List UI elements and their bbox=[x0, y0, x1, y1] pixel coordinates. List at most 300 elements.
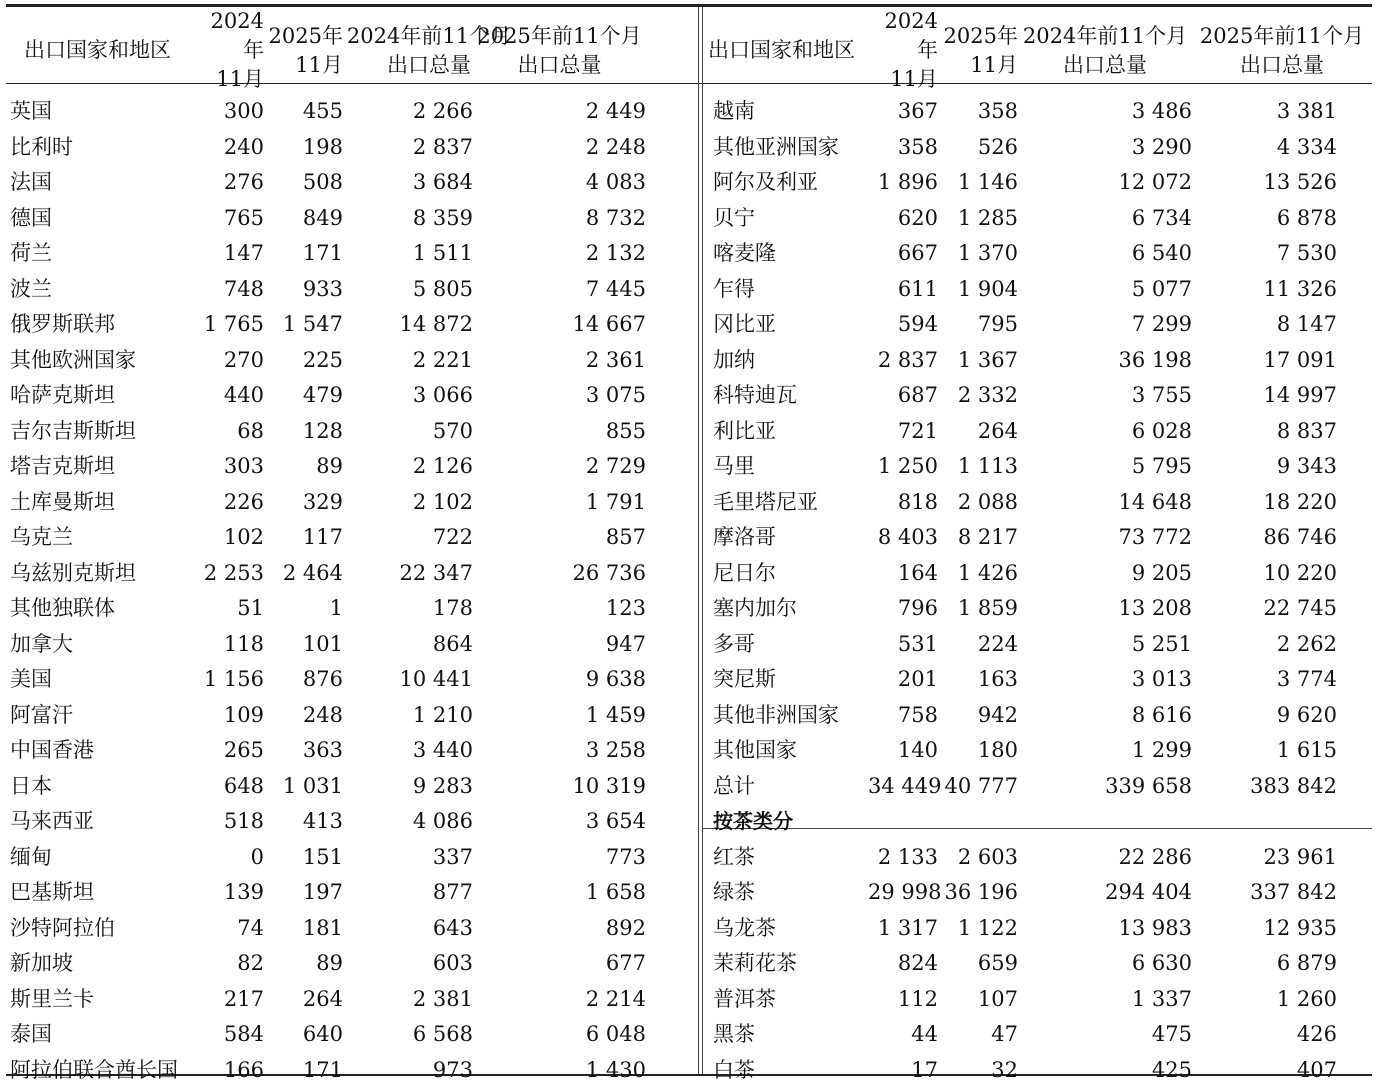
row-spacer bbox=[1337, 1017, 1372, 1053]
cell-2025-nov: 640 bbox=[264, 1017, 343, 1053]
cell-2025-nov: 225 bbox=[264, 343, 343, 379]
cell-2025-11m: 773 bbox=[473, 840, 646, 876]
cell-2024-11m: 36 198 bbox=[1018, 343, 1192, 379]
cell-2024-nov: 1 765 bbox=[198, 307, 264, 343]
cell-2024-nov: 300 bbox=[198, 94, 264, 130]
table-row bbox=[6, 875, 698, 911]
cell-2025-nov: 107 bbox=[938, 982, 1018, 1018]
row-spacer bbox=[1337, 201, 1372, 237]
cell-2024-nov: 29 998 bbox=[868, 875, 938, 911]
right-table-body bbox=[703, 94, 1372, 1088]
cell-2025-nov: 163 bbox=[938, 662, 1018, 698]
cell-2025-nov: 1 113 bbox=[938, 449, 1018, 485]
table-row bbox=[703, 1017, 1372, 1053]
cell-region: 加纳 bbox=[703, 343, 868, 379]
column-divider bbox=[698, 7, 699, 1074]
row-spacer bbox=[1337, 911, 1372, 947]
cell-2024-nov: 240 bbox=[198, 130, 264, 166]
cell-2024-nov: 74 bbox=[198, 911, 264, 947]
cell-2025-11m: 11 326 bbox=[1192, 272, 1337, 308]
cell-region: 马来西亚 bbox=[6, 804, 198, 840]
cell-2024-11m: 603 bbox=[343, 946, 473, 982]
cell-2024-nov: 51 bbox=[198, 591, 264, 627]
table-row bbox=[6, 662, 698, 698]
header-line: 11月 bbox=[198, 65, 264, 94]
cell-2025-11m: 383 842 bbox=[1192, 769, 1337, 805]
table-row bbox=[703, 911, 1372, 947]
cell-2025-nov: 171 bbox=[264, 1053, 343, 1088]
cell-2024-nov: 303 bbox=[198, 449, 264, 485]
header-line: 2024年前11个月 bbox=[1018, 22, 1192, 51]
row-spacer bbox=[1337, 485, 1372, 521]
cell-2024-11m: 864 bbox=[343, 627, 473, 663]
row-spacer bbox=[646, 485, 698, 521]
cell-2024-nov: 276 bbox=[198, 165, 264, 201]
cell-2024-11m: 14 648 bbox=[1018, 485, 1192, 521]
cell-2025-11m: 7 530 bbox=[1192, 236, 1337, 272]
cell-2025-11m: 407 bbox=[1192, 1053, 1337, 1088]
cell-region: 俄罗斯联邦 bbox=[6, 307, 198, 343]
cell-2025-11m: 1 430 bbox=[473, 1053, 646, 1088]
row-spacer bbox=[646, 1017, 698, 1053]
cell-2024-nov: 594 bbox=[868, 307, 938, 343]
header-line: 2025年前11个月 bbox=[473, 22, 646, 51]
cell-region: 乍得 bbox=[703, 272, 868, 308]
table-row bbox=[6, 236, 698, 272]
cell-2024-11m: 22 286 bbox=[1018, 840, 1192, 876]
cell-2024-nov: 440 bbox=[198, 378, 264, 414]
cell-2024-11m: 337 bbox=[343, 840, 473, 876]
cell-2024-11m: 12 072 bbox=[1018, 165, 1192, 201]
cell-2024-11m: 22 347 bbox=[343, 556, 473, 592]
cell-2025-nov: 455 bbox=[264, 94, 343, 130]
header-2025-11m bbox=[1192, 7, 1372, 94]
cell-2025-nov: 1 bbox=[264, 591, 343, 627]
cell-2025-11m: 3 381 bbox=[1192, 94, 1337, 130]
row-spacer bbox=[646, 449, 698, 485]
cell-2025-nov: 1 285 bbox=[938, 201, 1018, 237]
cell-2025-nov: 526 bbox=[938, 130, 1018, 166]
cell-region: 日本 bbox=[6, 769, 198, 805]
cell-2024-nov: 17 bbox=[868, 1053, 938, 1088]
cell-2025-nov: 1 146 bbox=[938, 165, 1018, 201]
cell-2025-nov: 89 bbox=[264, 449, 343, 485]
cell-2024-11m: 73 772 bbox=[1018, 520, 1192, 556]
cell-2025-nov: 508 bbox=[264, 165, 343, 201]
header-line: 11月 bbox=[868, 65, 938, 94]
cell-2025-nov: 479 bbox=[264, 378, 343, 414]
cell-region: 冈比亚 bbox=[703, 307, 868, 343]
cell-region: 哈萨克斯坦 bbox=[6, 378, 198, 414]
cell-2025-11m: 6 048 bbox=[473, 1017, 646, 1053]
row-spacer bbox=[646, 94, 698, 130]
cell-2024-11m: 3 755 bbox=[1018, 378, 1192, 414]
table-row bbox=[6, 982, 698, 1018]
cell-2024-nov: 796 bbox=[868, 591, 938, 627]
cell-2025-11m: 10 220 bbox=[1192, 556, 1337, 592]
cell-2025-nov: 32 bbox=[938, 1053, 1018, 1088]
cell-2024-nov: 1 250 bbox=[868, 449, 938, 485]
cell-2024-11m: 722 bbox=[343, 520, 473, 556]
cell-2024-nov: 44 bbox=[868, 1017, 938, 1053]
row-spacer bbox=[646, 1053, 698, 1088]
cell-2025-11m: 2 214 bbox=[473, 982, 646, 1018]
cell-region: 土库曼斯坦 bbox=[6, 485, 198, 521]
cell-2024-11m: 6 630 bbox=[1018, 946, 1192, 982]
cell-2024-11m: 1 210 bbox=[343, 698, 473, 734]
row-spacer bbox=[1337, 378, 1372, 414]
cell-region: 黑茶 bbox=[703, 1017, 868, 1053]
cell-2025-11m: 3 774 bbox=[1192, 662, 1337, 698]
row-spacer bbox=[646, 733, 698, 769]
cell-2025-11m: 7 445 bbox=[473, 272, 646, 308]
left-table-body bbox=[6, 94, 698, 1088]
table-row bbox=[703, 520, 1372, 556]
cell-2025-11m: 2 729 bbox=[473, 449, 646, 485]
cell-2024-nov: 765 bbox=[198, 201, 264, 237]
table-row bbox=[703, 165, 1372, 201]
cell-2025-11m: 1 615 bbox=[1192, 733, 1337, 769]
cell-region: 其他国家 bbox=[703, 733, 868, 769]
table-row bbox=[703, 627, 1372, 663]
cell-2025-nov: 933 bbox=[264, 272, 343, 308]
cell-2025-nov: 224 bbox=[938, 627, 1018, 663]
cell-2024-11m: 9 205 bbox=[1018, 556, 1192, 592]
cell-2025-11m: 86 746 bbox=[1192, 520, 1337, 556]
row-spacer bbox=[1337, 982, 1372, 1018]
cell-2024-nov: 518 bbox=[198, 804, 264, 840]
row-spacer bbox=[1337, 236, 1372, 272]
row-spacer bbox=[1337, 94, 1372, 130]
cell-2025-nov: 2 464 bbox=[264, 556, 343, 592]
cell-2024-nov: 611 bbox=[868, 272, 938, 308]
cell-region: 乌兹别克斯坦 bbox=[6, 556, 198, 592]
row-spacer bbox=[646, 414, 698, 450]
table-row bbox=[6, 343, 698, 379]
header-line: 2024年 bbox=[868, 7, 938, 65]
cell-region: 贝宁 bbox=[703, 201, 868, 237]
cell-2025-nov: 2 603 bbox=[938, 840, 1018, 876]
table-row bbox=[703, 840, 1372, 876]
cell-2025-nov: 1 547 bbox=[264, 307, 343, 343]
row-spacer bbox=[646, 307, 698, 343]
cell-2025-11m: 4 083 bbox=[473, 165, 646, 201]
cell-2025-nov: 1 370 bbox=[938, 236, 1018, 272]
row-spacer bbox=[646, 698, 698, 734]
table-row bbox=[703, 414, 1372, 450]
cell-2024-11m: 425 bbox=[1018, 1053, 1192, 1088]
header-row bbox=[6, 7, 698, 94]
cell-2025-11m: 8 837 bbox=[1192, 414, 1337, 450]
cell-2025-nov: 128 bbox=[264, 414, 343, 450]
table-row bbox=[6, 733, 698, 769]
cell-region: 白茶 bbox=[703, 1053, 868, 1088]
table-row bbox=[6, 556, 698, 592]
cell-region: 阿拉伯联合酋长国 bbox=[6, 1053, 198, 1088]
cell-2025-11m: 23 961 bbox=[1192, 840, 1337, 876]
row-spacer bbox=[646, 946, 698, 982]
cell-2025-11m: 947 bbox=[473, 627, 646, 663]
cell-2024-11m: 13 208 bbox=[1018, 591, 1192, 627]
row-spacer bbox=[1337, 449, 1372, 485]
cell-2025-nov: 197 bbox=[264, 875, 343, 911]
cell-2024-nov: 620 bbox=[868, 201, 938, 237]
cell-2024-11m: 294 404 bbox=[1018, 875, 1192, 911]
cell-2025-nov: 2 088 bbox=[938, 485, 1018, 521]
row-spacer bbox=[646, 556, 698, 592]
cell-region: 乌龙茶 bbox=[703, 911, 868, 947]
cell-region: 阿尔及利亚 bbox=[703, 165, 868, 201]
cell-2024-nov: 758 bbox=[868, 698, 938, 734]
table-row bbox=[703, 485, 1372, 521]
table-row bbox=[6, 520, 698, 556]
table-row bbox=[703, 449, 1372, 485]
cell-region: 缅甸 bbox=[6, 840, 198, 876]
cell-2025-11m: 2 262 bbox=[1192, 627, 1337, 663]
cell-2024-11m: 2 126 bbox=[343, 449, 473, 485]
cell-2024-11m: 7 299 bbox=[1018, 307, 1192, 343]
cell-region: 乌克兰 bbox=[6, 520, 198, 556]
cell-2025-11m: 855 bbox=[473, 414, 646, 450]
cell-2024-11m: 8 359 bbox=[343, 201, 473, 237]
cell-2024-11m: 1 511 bbox=[343, 236, 473, 272]
cell-2024-11m: 475 bbox=[1018, 1017, 1192, 1053]
cell-2024-nov: 818 bbox=[868, 485, 938, 521]
table-row bbox=[6, 130, 698, 166]
row-spacer bbox=[646, 769, 698, 805]
cell-2025-11m: 17 091 bbox=[1192, 343, 1337, 379]
cell-2024-nov: 140 bbox=[868, 733, 938, 769]
cell-2024-11m: 9 283 bbox=[343, 769, 473, 805]
header-2025-11m bbox=[473, 7, 646, 94]
cell-2025-11m: 2 248 bbox=[473, 130, 646, 166]
header-line: 出口总量 bbox=[343, 51, 515, 80]
cell-2025-11m: 1 791 bbox=[473, 485, 646, 521]
cell-region: 其他欧洲国家 bbox=[6, 343, 198, 379]
cell-region: 美国 bbox=[6, 662, 198, 698]
cell-2024-11m: 3 290 bbox=[1018, 130, 1192, 166]
cell-2024-nov: 824 bbox=[868, 946, 938, 982]
cell-2024-11m: 6 734 bbox=[1018, 201, 1192, 237]
cell-2025-nov: 264 bbox=[938, 414, 1018, 450]
cell-region: 喀麦隆 bbox=[703, 236, 868, 272]
cell-2024-nov: 0 bbox=[198, 840, 264, 876]
table-row bbox=[6, 485, 698, 521]
cell-region: 科特迪瓦 bbox=[703, 378, 868, 414]
cell-region: 越南 bbox=[703, 94, 868, 130]
row-spacer bbox=[646, 236, 698, 272]
cell-2024-nov: 139 bbox=[198, 875, 264, 911]
header-line: 2025年 bbox=[938, 22, 1018, 51]
cell-2025-11m: 1 459 bbox=[473, 698, 646, 734]
cell-2024-11m: 4 086 bbox=[343, 804, 473, 840]
row-spacer bbox=[646, 520, 698, 556]
table-row bbox=[703, 591, 1372, 627]
cell-2025-nov: 36 196 bbox=[938, 875, 1018, 911]
row-spacer bbox=[1337, 165, 1372, 201]
cell-2024-nov: 265 bbox=[198, 733, 264, 769]
cell-region: 塔吉克斯坦 bbox=[6, 449, 198, 485]
cell-region: 吉尔吉斯斯坦 bbox=[6, 414, 198, 450]
cell-region: 利比亚 bbox=[703, 414, 868, 450]
cell-2024-nov: 8 403 bbox=[868, 520, 938, 556]
cell-region: 波兰 bbox=[6, 272, 198, 308]
cell-2024-nov: 82 bbox=[198, 946, 264, 982]
header-line: 出口总量 bbox=[1192, 51, 1372, 80]
cell-2024-nov: 2 253 bbox=[198, 556, 264, 592]
cell-2024-nov: 1 156 bbox=[198, 662, 264, 698]
header-country: 出口国家和地区 bbox=[703, 7, 868, 94]
cell-2024-nov: 270 bbox=[198, 343, 264, 379]
row-spacer bbox=[1337, 627, 1372, 663]
table-row bbox=[703, 769, 1372, 805]
cell-2025-11m: 3 654 bbox=[473, 804, 646, 840]
header-line: 2025年 bbox=[264, 22, 343, 51]
table-row bbox=[6, 378, 698, 414]
table-row bbox=[6, 272, 698, 308]
header-spacer bbox=[646, 7, 698, 94]
row-spacer bbox=[1337, 343, 1372, 379]
cell-region: 普洱茶 bbox=[703, 982, 868, 1018]
cell-region: 荷兰 bbox=[6, 236, 198, 272]
cell-region: 新加坡 bbox=[6, 946, 198, 982]
cell-2025-11m: 892 bbox=[473, 911, 646, 947]
cell-region: 加拿大 bbox=[6, 627, 198, 663]
cell-2024-11m: 6 540 bbox=[1018, 236, 1192, 272]
cell-2025-nov: 198 bbox=[264, 130, 343, 166]
cell-2025-11m: 8 147 bbox=[1192, 307, 1337, 343]
cell-2024-11m: 6 568 bbox=[343, 1017, 473, 1053]
table-row bbox=[703, 201, 1372, 237]
cell-2025-11m: 1 260 bbox=[1192, 982, 1337, 1018]
cell-2024-nov: 217 bbox=[198, 982, 264, 1018]
header-line: 11月 bbox=[264, 51, 343, 80]
cell-2024-11m: 2 266 bbox=[343, 94, 473, 130]
row-spacer bbox=[646, 378, 698, 414]
row-spacer bbox=[1337, 130, 1372, 166]
cell-2025-nov: 171 bbox=[264, 236, 343, 272]
cell-region: 泰国 bbox=[6, 1017, 198, 1053]
cell-2024-nov: 112 bbox=[868, 982, 938, 1018]
cell-2025-nov: 329 bbox=[264, 485, 343, 521]
header-line: 2025年前11个月 bbox=[1192, 22, 1372, 51]
cell-2024-11m: 2 381 bbox=[343, 982, 473, 1018]
cell-2025-nov: 1 122 bbox=[938, 911, 1018, 947]
cell-2024-nov: 748 bbox=[198, 272, 264, 308]
cell-region: 其他非洲国家 bbox=[703, 698, 868, 734]
cell-2025-nov: 40 777 bbox=[938, 769, 1018, 805]
cell-2024-11m: 973 bbox=[343, 1053, 473, 1088]
table-row bbox=[703, 698, 1372, 734]
cell-2025-nov: 659 bbox=[938, 946, 1018, 982]
section-title: 按茶类分 bbox=[703, 804, 1372, 840]
table-row bbox=[6, 769, 698, 805]
cell-2025-11m: 13 526 bbox=[1192, 165, 1337, 201]
header-line: 2024年前11个月 bbox=[343, 22, 515, 51]
export-table-left bbox=[6, 7, 698, 1088]
cell-region: 突尼斯 bbox=[703, 662, 868, 698]
cell-2025-nov: 795 bbox=[938, 307, 1018, 343]
cell-2025-11m: 8 732 bbox=[473, 201, 646, 237]
row-spacer bbox=[646, 840, 698, 876]
cell-2024-11m: 1 337 bbox=[1018, 982, 1192, 1018]
row-spacer bbox=[646, 343, 698, 379]
header-2025-nov bbox=[264, 7, 343, 94]
cell-2025-11m: 9 343 bbox=[1192, 449, 1337, 485]
header-row bbox=[703, 7, 1372, 94]
cell-2025-nov: 248 bbox=[264, 698, 343, 734]
cell-2024-nov: 1 317 bbox=[868, 911, 938, 947]
row-spacer bbox=[1337, 946, 1372, 982]
table-row bbox=[6, 201, 698, 237]
cell-2025-11m: 3 258 bbox=[473, 733, 646, 769]
cell-2024-11m: 2 221 bbox=[343, 343, 473, 379]
cell-2024-nov: 721 bbox=[868, 414, 938, 450]
header-line: 2024年 bbox=[198, 7, 264, 65]
row-spacer bbox=[646, 591, 698, 627]
cell-region: 绿茶 bbox=[703, 875, 868, 911]
cell-2024-nov: 2 837 bbox=[868, 343, 938, 379]
table-row bbox=[6, 698, 698, 734]
export-table-right bbox=[703, 7, 1372, 1088]
cell-2025-11m: 9 620 bbox=[1192, 698, 1337, 734]
cell-2025-nov: 942 bbox=[938, 698, 1018, 734]
cell-2024-nov: 648 bbox=[198, 769, 264, 805]
cell-2024-11m: 1 299 bbox=[1018, 733, 1192, 769]
cell-2024-11m: 3 440 bbox=[343, 733, 473, 769]
cell-region: 茉莉花茶 bbox=[703, 946, 868, 982]
cell-2025-nov: 1 904 bbox=[938, 272, 1018, 308]
cell-region: 塞内加尔 bbox=[703, 591, 868, 627]
cell-region: 红茶 bbox=[703, 840, 868, 876]
cell-region: 马里 bbox=[703, 449, 868, 485]
cell-2024-11m: 570 bbox=[343, 414, 473, 450]
table-row bbox=[6, 911, 698, 947]
cell-2024-nov: 34 449 bbox=[868, 769, 938, 805]
cell-2024-nov: 367 bbox=[868, 94, 938, 130]
row-spacer bbox=[646, 201, 698, 237]
cell-2024-11m: 5 795 bbox=[1018, 449, 1192, 485]
row-spacer bbox=[1337, 1053, 1372, 1088]
section-header-row bbox=[703, 804, 1372, 840]
cell-2024-11m: 3 013 bbox=[1018, 662, 1192, 698]
cell-2025-nov: 1 426 bbox=[938, 556, 1018, 592]
cell-2025-nov: 101 bbox=[264, 627, 343, 663]
cell-region: 法国 bbox=[6, 165, 198, 201]
cell-2025-11m: 14 997 bbox=[1192, 378, 1337, 414]
row-spacer bbox=[1337, 662, 1372, 698]
table-row bbox=[6, 165, 698, 201]
table-row bbox=[6, 840, 698, 876]
cell-2025-11m: 123 bbox=[473, 591, 646, 627]
header-2025-nov bbox=[938, 7, 1018, 94]
cell-region: 总计 bbox=[703, 769, 868, 805]
cell-region: 德国 bbox=[6, 201, 198, 237]
cell-2025-nov: 876 bbox=[264, 662, 343, 698]
cell-region: 比利时 bbox=[6, 130, 198, 166]
cell-2025-11m: 2 361 bbox=[473, 343, 646, 379]
table-row bbox=[6, 414, 698, 450]
table-row bbox=[6, 627, 698, 663]
table-row bbox=[703, 343, 1372, 379]
row-spacer bbox=[1337, 272, 1372, 308]
cell-2025-11m: 2 132 bbox=[473, 236, 646, 272]
cell-2024-nov: 109 bbox=[198, 698, 264, 734]
cell-2025-11m: 4 334 bbox=[1192, 130, 1337, 166]
cell-2025-nov: 151 bbox=[264, 840, 343, 876]
cell-2024-11m: 339 658 bbox=[1018, 769, 1192, 805]
table-row bbox=[703, 378, 1372, 414]
